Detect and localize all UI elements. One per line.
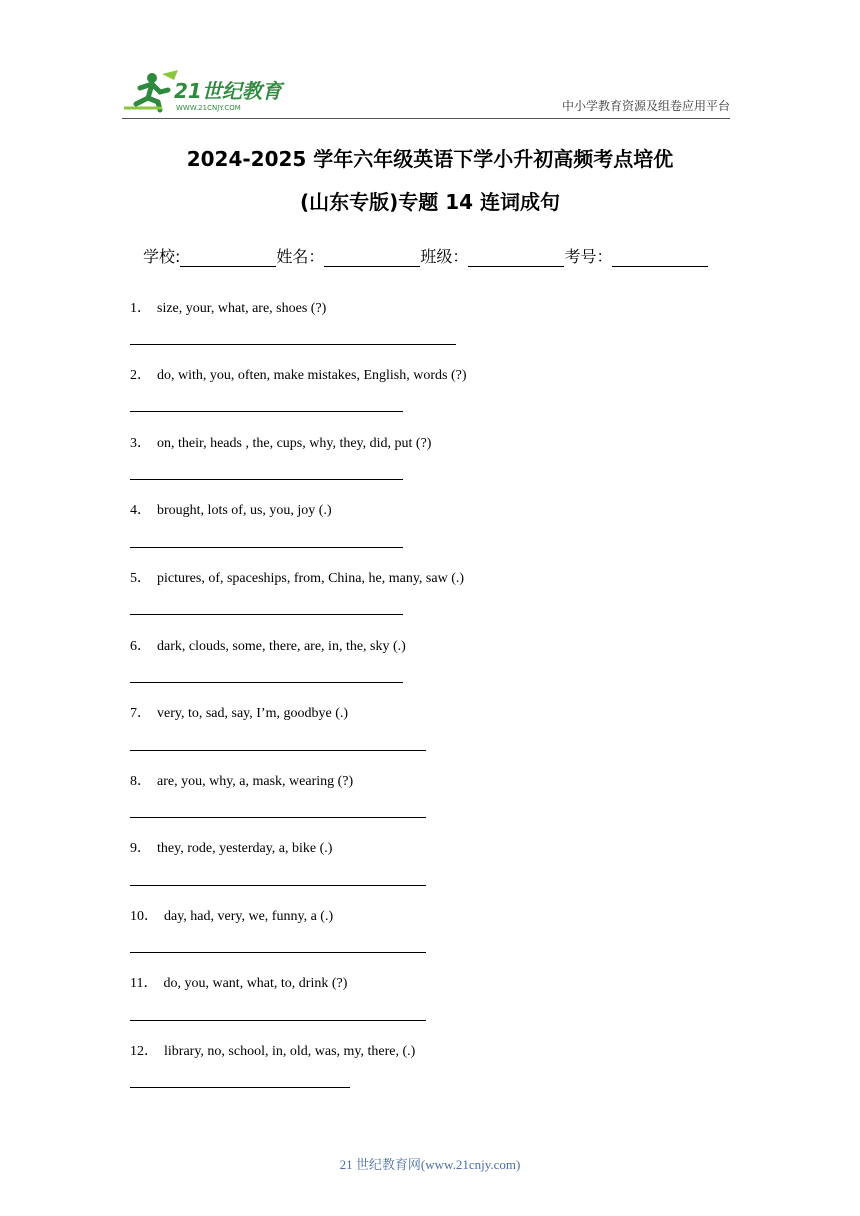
question-text: brought, lots of, us, you, joy (.): [157, 503, 332, 518]
question-text: library, no, school, in, old, was, my, there, (.): [164, 1044, 416, 1059]
answer-line[interactable]: [130, 1087, 350, 1088]
question-text: on, their, heads , the, cups, why, they, did, put (?): [157, 436, 432, 451]
answer-line[interactable]: [130, 344, 456, 345]
answer-line[interactable]: [130, 682, 403, 683]
question-item: 7． very, to, sad, say, I’m, goodbye (.): [130, 706, 349, 721]
class-label: 班级：: [420, 247, 469, 266]
runner-logo-icon: [122, 68, 292, 114]
footer-link[interactable]: 21 世纪教育网(www.21cnjy.com): [339, 1157, 521, 1172]
name-label: 姓名：: [276, 247, 325, 266]
question-item: 9． they, rode, yesterday, a, bike (.): [130, 841, 333, 856]
answer-line[interactable]: [130, 547, 403, 548]
answer-line[interactable]: [130, 750, 426, 751]
question-item: 11． do, you, want, what, to, drink (?): [130, 976, 348, 991]
question-text: very, to, sad, say, I’m, goodbye (.): [157, 706, 349, 721]
answer-line[interactable]: [130, 817, 426, 818]
question-item: 2． do, with, you, often, make mistakes, English, words (?): [130, 368, 467, 383]
answer-line[interactable]: [130, 411, 403, 412]
header-divider: [122, 118, 730, 119]
question-item: 5． pictures, of, spaceships, from, China, he, many, saw (.): [130, 571, 465, 586]
question-item: 6． dark, clouds, some, there, are, in, the, sky (.): [130, 639, 406, 654]
question-item: 10． day, had, very, we, funny, a (.): [130, 909, 334, 924]
logo-text: 21世纪教育: [174, 79, 282, 103]
answer-line[interactable]: [130, 952, 426, 953]
question-text: are, you, why, a, mask, wearing (?): [157, 774, 354, 789]
exam-no-label: 考号：: [564, 247, 613, 266]
question-text: day, had, very, we, funny, a (.): [164, 909, 334, 924]
logo-url: WWW.21CNJY.COM: [176, 104, 241, 112]
question-text: they, rode, yesterday, a, bike (.): [157, 841, 333, 856]
question-item: 3． on, their, heads , the, cups, why, they, did, put (?): [130, 436, 432, 451]
class-field[interactable]: [468, 248, 564, 267]
site-logo: [122, 68, 292, 114]
name-field[interactable]: [324, 248, 420, 267]
page-title-line2: (山东专版)专题 14 连词成句: [299, 190, 561, 214]
question-text: pictures, of, spaceships, from, China, he, many, saw (.): [157, 571, 465, 586]
answer-line[interactable]: [130, 1020, 426, 1021]
question-text: size, your, what, are, shoes (?): [157, 301, 327, 316]
question-text: do, with, you, often, make mistakes, English, words (?): [157, 368, 467, 383]
question-text: dark, clouds, some, there, are, in, the, sky (.): [157, 639, 406, 654]
page-title-line1: 2024-2025 学年六年级英语下学小升初高频考点培优: [186, 147, 674, 171]
platform-label: 中小学教育资源及组卷应用平台: [561, 99, 730, 113]
question-item: 8． are, you, why, a, mask, wearing (?): [130, 774, 354, 789]
school-label: 学校:: [143, 247, 181, 266]
exam-no-field[interactable]: [612, 248, 708, 267]
question-item: 1． size, your, what, are, shoes (?): [130, 301, 327, 316]
answer-line[interactable]: [130, 885, 426, 886]
question-item: 4． brought, lots of, us, you, joy (.): [130, 503, 332, 518]
answer-line[interactable]: [130, 614, 403, 615]
school-field[interactable]: [180, 248, 276, 267]
answer-line[interactable]: [130, 479, 403, 480]
question-text: do, you, want, what, to, drink (?): [163, 976, 348, 991]
question-item: 12． library, no, school, in, old, was, my, there, (.): [130, 1044, 416, 1059]
student-info-row: [143, 244, 708, 267]
